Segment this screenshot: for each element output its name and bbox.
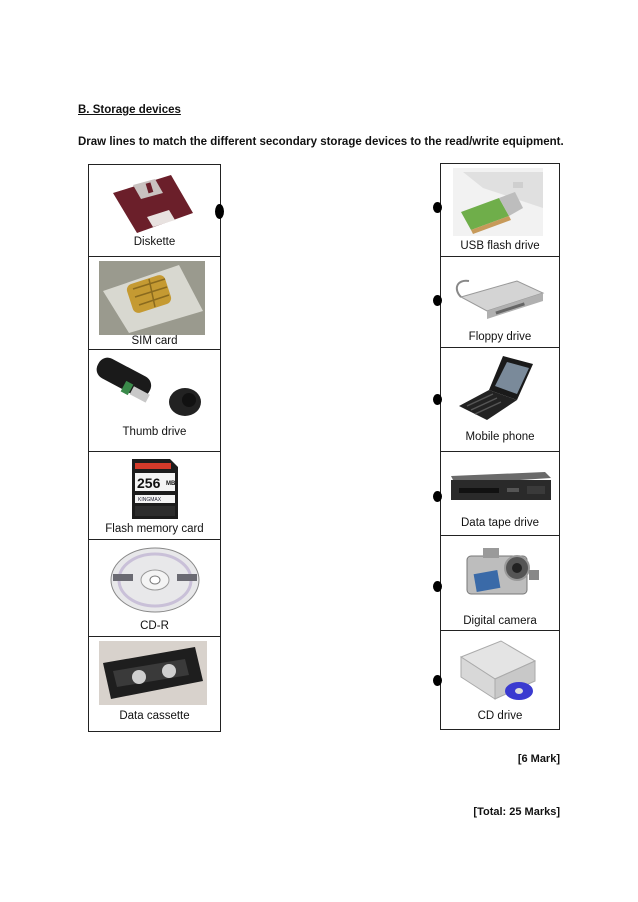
cd-drive-icon	[457, 639, 541, 705]
thumb-drive-icon	[93, 356, 215, 426]
read-write-equipment-column	[440, 163, 560, 730]
right-label-data-tape-drive: Data tape drive	[461, 517, 539, 529]
right-label-floppy-drive: Floppy drive	[468, 331, 532, 343]
right-label-cd-drive: CD drive	[477, 710, 523, 722]
left-cell-data-cassette	[89, 637, 220, 732]
card-unit-text: MB	[166, 481, 176, 487]
right-connector-dot-mobile-phone[interactable]	[433, 394, 442, 405]
right-label-mobile-phone: Mobile phone	[465, 431, 535, 443]
right-connector-dot-digital-camera[interactable]	[433, 581, 442, 592]
left-label-diskette: Diskette	[133, 236, 176, 248]
digital-camera-icon	[457, 542, 543, 606]
cd-r-icon	[107, 546, 203, 614]
left-label-cd-r: CD-R	[140, 620, 169, 632]
left-cell-sim-card	[89, 257, 220, 350]
right-connector-dot-usb-flash-drive[interactable]	[433, 202, 442, 213]
right-cell-digital-camera	[441, 536, 559, 631]
sim-card-icon	[99, 261, 205, 335]
right-label-usb-flash-drive: USB flash drive	[460, 240, 540, 252]
left-label-thumb-drive: Thumb drive	[122, 426, 187, 438]
right-connector-dot-data-tape-drive[interactable]	[433, 491, 442, 502]
right-label-digital-camera: Digital camera	[463, 615, 537, 627]
right-cell-data-tape-drive	[441, 452, 559, 536]
left-cell-cd-r	[89, 540, 220, 637]
data-tape-drive-icon	[447, 470, 553, 504]
left-connector-dot-diskette[interactable]	[215, 204, 224, 219]
left-cell-flash-memory-card	[89, 452, 220, 540]
storage-media-column	[88, 164, 221, 732]
left-label-sim-card: SIM card	[131, 335, 178, 347]
left-cell-thumb-drive	[89, 350, 220, 452]
question-marks: [6 Mark]	[517, 753, 560, 765]
right-connector-dot-floppy-drive[interactable]	[433, 295, 442, 306]
floppy-drive-icon	[455, 271, 545, 323]
right-cell-usb-flash-drive	[441, 164, 559, 257]
right-cell-floppy-drive	[441, 257, 559, 348]
diskette-icon	[107, 173, 199, 235]
total-marks: [Total: 25 Marks]	[473, 806, 560, 818]
mobile-phone-icon	[453, 354, 545, 428]
section-heading: B. Storage devices	[78, 104, 181, 116]
right-cell-cd-drive	[441, 631, 559, 730]
flash-memory-card-icon	[132, 459, 178, 519]
card-brand-text: KINGMAX	[138, 497, 162, 503]
left-label-flash-memory-card: Flash memory card	[105, 523, 204, 535]
instruction-text: Draw lines to match the different secondary storage devices to the read/write equipment.	[78, 136, 564, 148]
left-label-data-cassette: Data cassette	[119, 710, 190, 722]
right-cell-mobile-phone	[441, 348, 559, 452]
card-capacity-text: 256	[137, 475, 161, 491]
right-connector-dot-cd-drive[interactable]	[433, 675, 442, 686]
data-cassette-icon	[99, 641, 207, 705]
usb-flash-drive-icon	[453, 168, 543, 236]
left-cell-diskette	[89, 165, 220, 257]
